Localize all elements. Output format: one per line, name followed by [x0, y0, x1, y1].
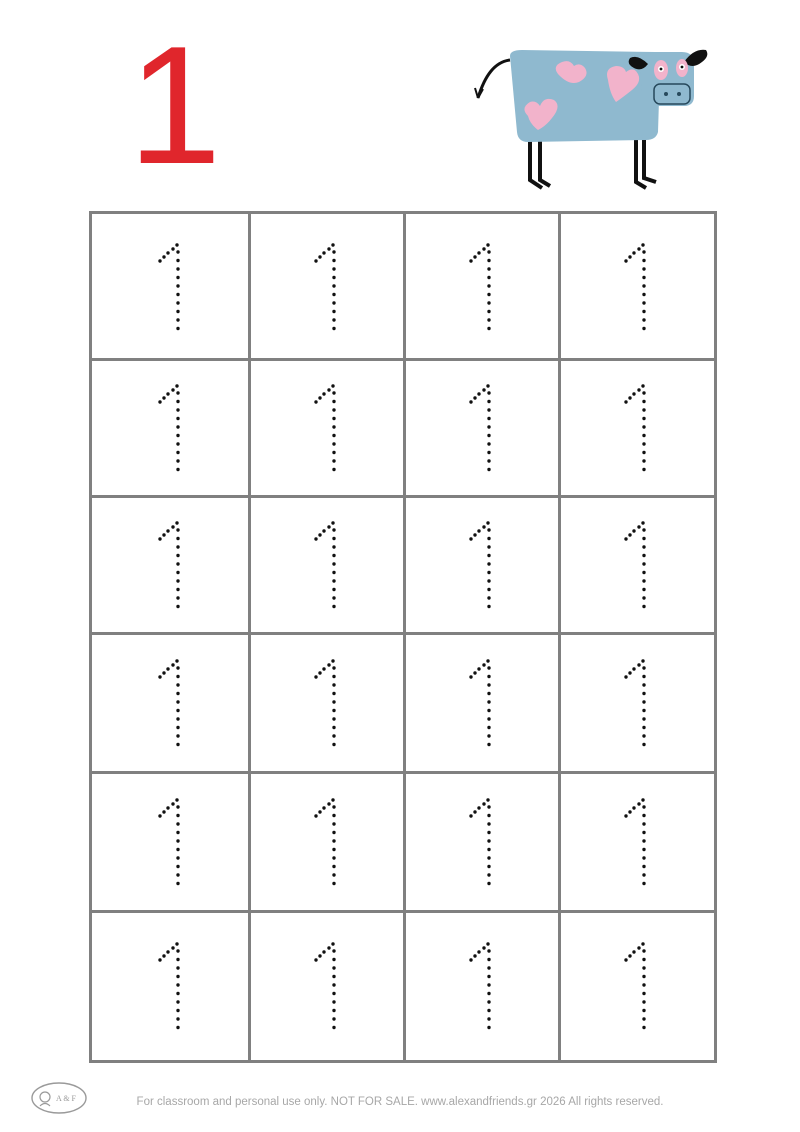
- dotted-one-glyph: [467, 940, 497, 1032]
- trace-cell: [559, 772, 714, 911]
- trace-cell: [404, 214, 559, 359]
- dotted-one-glyph: [467, 519, 497, 611]
- trace-cell: [559, 214, 714, 359]
- trace-cell: [249, 496, 404, 633]
- dotted-one-glyph: [156, 382, 186, 474]
- cow-icon: [470, 40, 720, 192]
- tracing-grid: [89, 211, 717, 1063]
- trace-cell: [559, 359, 714, 496]
- trace-cell: [249, 911, 404, 1060]
- dotted-one-glyph: [467, 382, 497, 474]
- trace-cell: [92, 911, 249, 1060]
- trace-cell: [404, 911, 559, 1060]
- trace-cell: [404, 496, 559, 633]
- trace-cell: [559, 911, 714, 1060]
- dotted-one-glyph: [622, 796, 652, 888]
- featured-digit: 1: [128, 11, 222, 199]
- dotted-one-glyph: [467, 657, 497, 749]
- trace-cell: [559, 496, 714, 633]
- dotted-one-glyph: [156, 796, 186, 888]
- dotted-one-glyph: [622, 382, 652, 474]
- dotted-one-glyph: [312, 382, 342, 474]
- dotted-one-glyph: [156, 519, 186, 611]
- dotted-one-glyph: [622, 241, 652, 333]
- dotted-one-glyph: [312, 657, 342, 749]
- trace-cell: [249, 359, 404, 496]
- footer-text: For classroom and personal use only. NOT FOR SALE. www.alexandfriends.gr 2026 All rights reserved.: [136, 1096, 664, 1108]
- dotted-one-glyph: [622, 940, 652, 1032]
- dotted-one-glyph: [156, 657, 186, 749]
- dotted-one-glyph: [622, 519, 652, 611]
- trace-cell: [92, 772, 249, 911]
- trace-cell: [404, 359, 559, 496]
- dotted-one-glyph: [312, 519, 342, 611]
- dotted-one-glyph: [467, 796, 497, 888]
- trace-cell: [404, 772, 559, 911]
- dotted-one-glyph: [467, 241, 497, 333]
- dotted-one-glyph: [312, 796, 342, 888]
- logo-text: A & F: [56, 1094, 77, 1103]
- trace-cell: [559, 633, 714, 772]
- trace-cell: [92, 214, 249, 359]
- trace-cell: [92, 496, 249, 633]
- trace-cell: [249, 772, 404, 911]
- dotted-one-glyph: [312, 241, 342, 333]
- trace-cell: [249, 214, 404, 359]
- dotted-one-glyph: [156, 940, 186, 1032]
- dotted-one-glyph: [312, 940, 342, 1032]
- trace-cell: [404, 633, 559, 772]
- trace-cell: [92, 633, 249, 772]
- trace-cell: [92, 359, 249, 496]
- trace-cell: [249, 633, 404, 772]
- dotted-one-glyph: [156, 241, 186, 333]
- dotted-one-glyph: [622, 657, 652, 749]
